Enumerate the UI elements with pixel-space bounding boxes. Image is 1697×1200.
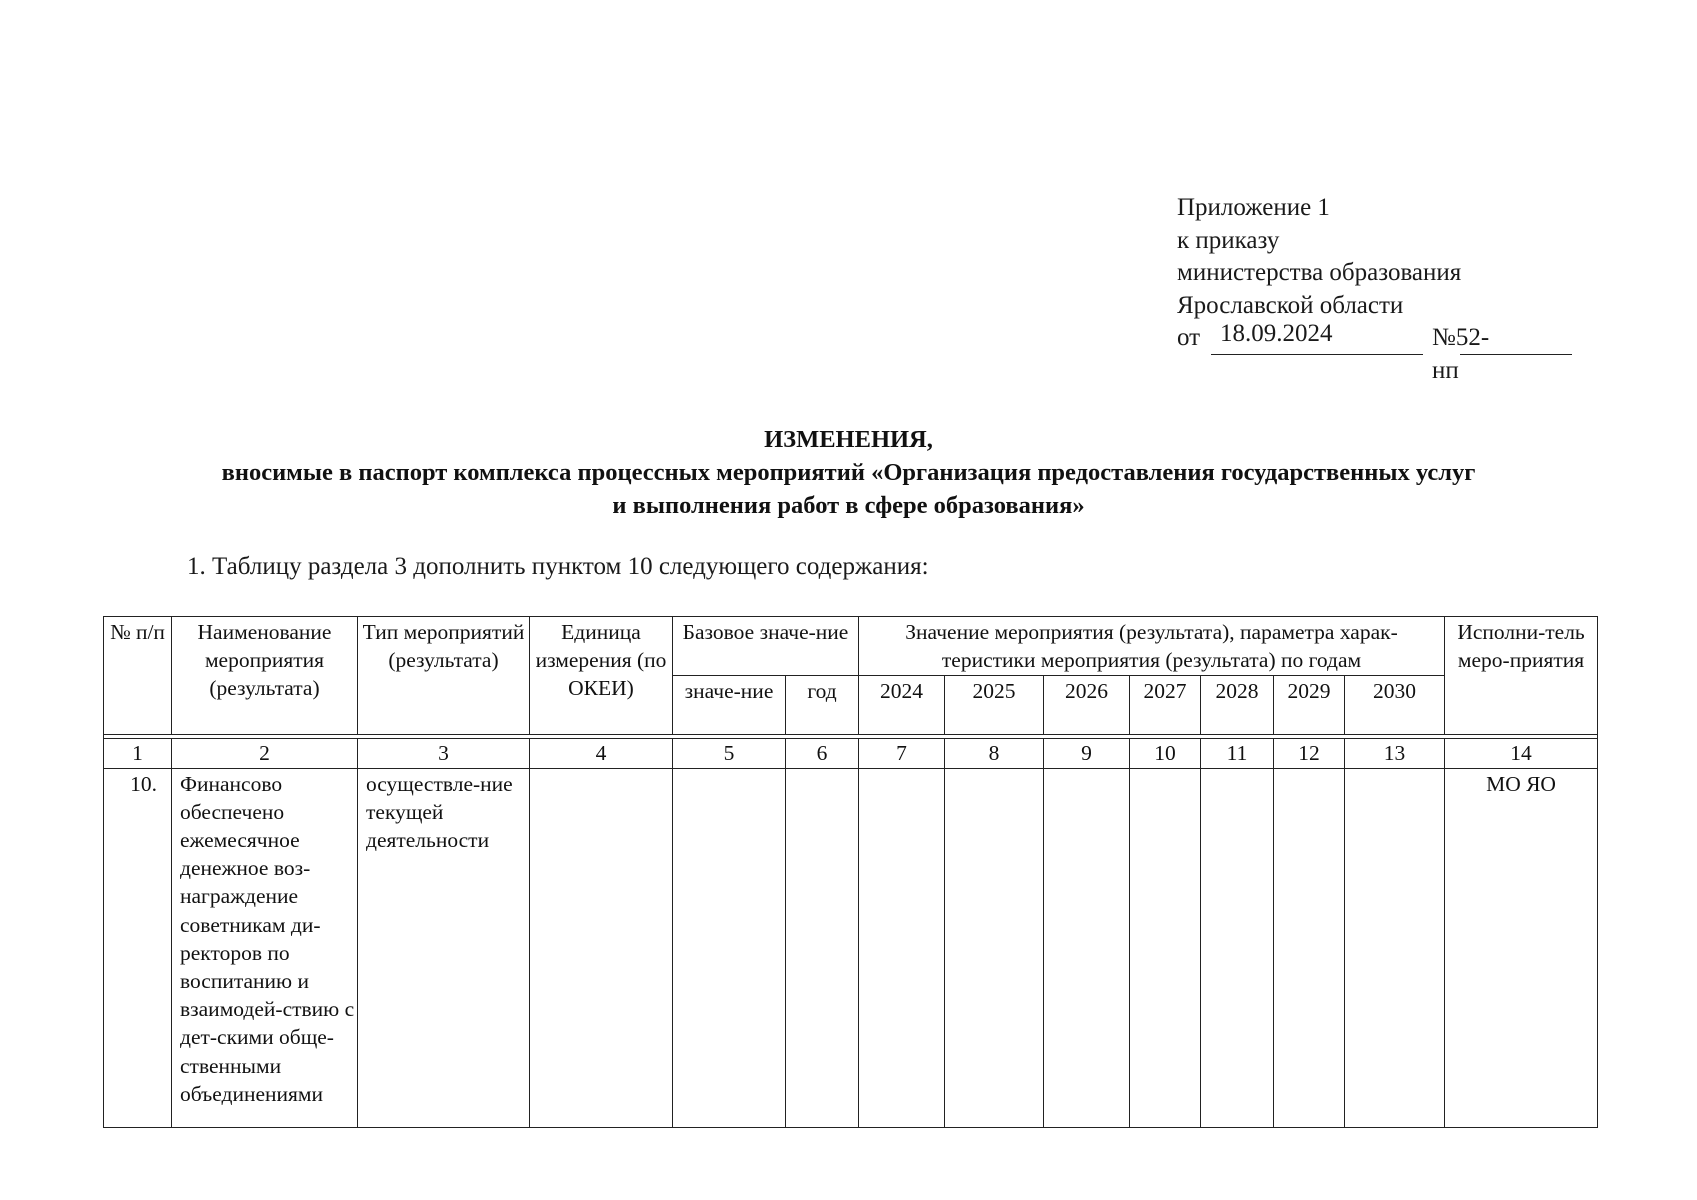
column-number: 3 [358, 739, 530, 768]
header-year-2026: 2026 [1044, 676, 1130, 735]
table-row [104, 768, 1598, 1127]
header-row-1 [104, 617, 1598, 676]
header-values-by-year: Значение мероприятия (результата), параметра харак-теристики мероприятия (результата) по годам [859, 617, 1445, 676]
column-number: 13 [1345, 739, 1445, 768]
header-year-2027: 2027 [1130, 676, 1201, 735]
row-value-2030 [1345, 768, 1445, 1127]
column-number: 12 [1274, 739, 1345, 768]
column-number: 6 [786, 739, 859, 768]
intro-paragraph: 1. Таблицу раздела 3 дополнить пунктом 10 следующего содержания: [187, 553, 929, 580]
appendix-date-row [1177, 320, 1490, 384]
column-number-row [104, 739, 1598, 768]
row-measure-type: осуществле-ние текущей деятельности [358, 768, 530, 1127]
date-underline [1211, 354, 1423, 355]
appendix-line-2: к приказу [1177, 226, 1280, 254]
column-number: 8 [945, 739, 1044, 768]
column-number: 7 [859, 739, 945, 768]
row-value-2025 [945, 768, 1044, 1127]
appendix-line-3: министерства образования [1177, 259, 1462, 286]
order-date: 18.09.2024 [1220, 320, 1333, 347]
header-unit: Единица измерения (по ОКЕИ) [530, 617, 673, 735]
header-type: Тип мероприятий (результата) [358, 617, 530, 735]
header-base-value: значе-ние [673, 676, 786, 735]
row-value-2026 [1044, 768, 1130, 1127]
order-number: №52-нп [1432, 324, 1490, 384]
header-year-2024: 2024 [859, 676, 945, 735]
column-number: 4 [530, 739, 673, 768]
column-number: 1 [104, 739, 172, 768]
number-underline [1460, 354, 1572, 355]
title-heading: ИЗМЕНЕНИЯ, [764, 426, 933, 453]
header-year-2030: 2030 [1345, 676, 1445, 735]
column-number: 14 [1445, 739, 1598, 768]
appendix-line-4: Ярославской области [1177, 291, 1404, 319]
row-number: 10. [104, 768, 172, 1127]
header-base: Базовое значе-ние [673, 617, 859, 676]
title-subtitle-line-2: и выполнения работ в сфере образования» [612, 492, 1085, 519]
measures-table [103, 616, 1598, 1128]
header-year-2025: 2025 [945, 676, 1044, 735]
header-base-year: год [786, 676, 859, 735]
row-value-2024 [859, 768, 945, 1127]
row-base-year [786, 768, 859, 1127]
title-subtitle-line-1: вносимые в паспорт комплекса процессных мероприятий «Организация предоставления государственных услуг [221, 459, 1476, 486]
column-number: 2 [172, 739, 358, 768]
row-base-value [673, 768, 786, 1127]
date-prefix: от [1177, 324, 1201, 351]
row-executor: МО ЯО [1445, 768, 1598, 1127]
row-value-2028 [1201, 768, 1274, 1127]
row-unit [530, 768, 673, 1127]
appendix-line-1: Приложение 1 [1177, 194, 1330, 221]
column-number: 9 [1044, 739, 1130, 768]
header-num: № п/п [104, 617, 172, 735]
header-name: Наименование мероприятия (результата) [172, 617, 358, 735]
header-year-2028: 2028 [1201, 676, 1274, 735]
document-title [80, 423, 1617, 522]
row-measure-name: Финансово обеспечено ежемесячное денежное воз-награждение советникам ди-ректоров по воспитанию и взаимодей-ствию с дет-скими обще-ственными объединениями [172, 768, 358, 1127]
column-number: 5 [673, 739, 786, 768]
row-value-2029 [1274, 768, 1345, 1127]
appendix-block [1177, 192, 1490, 384]
row-value-2027 [1130, 768, 1201, 1127]
header-year-2029: 2029 [1274, 676, 1345, 735]
column-number: 11 [1201, 739, 1274, 768]
header-executor: Исполни-тель меро-приятия [1445, 617, 1598, 735]
column-number: 10 [1130, 739, 1201, 768]
